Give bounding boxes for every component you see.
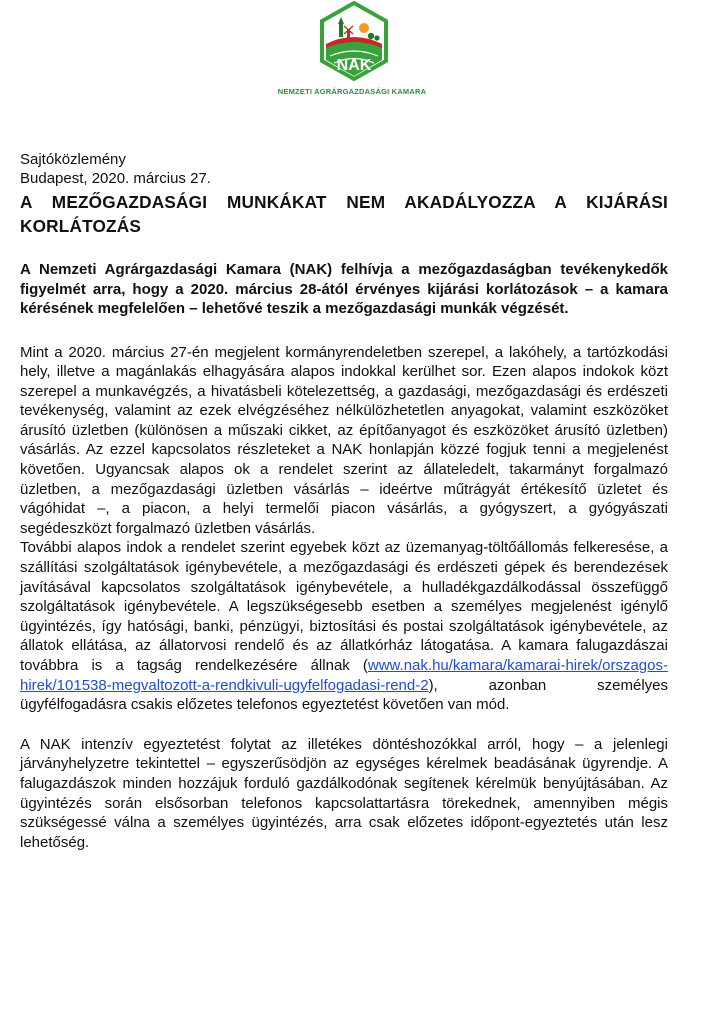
- document-type-label: Sajtóközlemény: [20, 151, 126, 168]
- press-release-body: [20, 150, 668, 852]
- organization-name: NEMZETI AGRÁRGAZDASÁGI KAMARA: [277, 87, 427, 96]
- lead-paragraph: A Nemzeti Agrárgazdasági Kamara (NAK) felhívja a mezőgazdaságban tevékenykedők figyelmét arra, hogy a 2020. március 28-ától érvényes kijárási korlátozások – a kamara kérésének megfelelően – lehetővé teszik a mezőgazdasági munkák végzését.: [20, 261, 668, 317]
- dateline: Budapest, 2020. március 27.: [20, 170, 211, 187]
- body-paragraph-1: Mint a 2020. március 27-én megjelent kormányrendeletben szerepel, a lakóhely, a tartózkodási hely, illetve a magánlakás elhagyására alapos indokkal kerülhet sor. Ezen alapos indokok közt szerepel a munkavégzés, a hivatásbeli kötelezettség, a gazdasági, mezőgazdasági és erdészeti tevékenység, valamint az ezek elvégzéséhez nélkülözhetetlen anyagokat, valamint eszközöket árusító üzletben (különösen a műszaki cikket, az építőanyagot és eszközöket árusító üzletben) vásárlás. Az ezzel kapcsolatos részleteket a NAK honlapján közzé fogjuk tenni a megjelenést követően. Ugyancsak alapos ok a rendelet szerint az állateledelt, takarmányt forgalmazó üzletben, a mezőgazdasági üzletben vásárlás – ideértve műtrágyát értékesítő üzletet és vágóhidat –, a piacon, a helyi termelői piacon vásárlás, a gyógyszert, a gyógyászati segédeszközt forgalmazó üzletben vásárlás.: [20, 343, 668, 537]
- body-paragraph-3: A NAK intenzív egyeztetést folytat az illetékes döntéshozókkal arról, hogy – a jelenlegi járványhelyzetre tekintettel – egyszerűsödjön az egységes kérelmek beadásának ügyrendje. A falugazdászok minden hozzájuk forduló gazdálkodónak segítenek kérelmük benyújtásában. Az ügyintézés során elsősorban telefonos kapcsolattartásra törekednek, amennyiben mégis szükségessé válna a személyes ügyintézés, arra csak előzetes időpont-egyeztetés után lesz lehetőség.: [20, 735, 668, 851]
- headline: A MEZŐGAZDASÁGI MUNKÁKAT NEM AKADÁLYOZZA A KIJÁRÁSI KORLÁTOZÁS: [20, 192, 668, 236]
- nak-logo-text: NAK: [336, 57, 372, 74]
- paragraph-2-text: További alapos indok a rendelet szerint egyebek közt az üzemanyag-töltőállomás felkeresése, a szállítási szolgáltatások igénybevétele, a mezőgazdasági és erdészeti gépek és berendezések javításával kapcsolatos szolgáltatások igénybevétele, a hulladékgazdálkodással összefüggő szolgáltatások igénybevétele. A legszükségesebb esetben a személyes megjelenést igénylő ügyintézés, így hatósági, banki, pénzügyi, biztosítási és postai szolgáltatások igénybevétele, az állatok ellátása, az állatorvosi rendelő és az állatkórház látogatása. A kamara falugazdászai továbbra is a tagság rendelkezésére állnak (: [20, 539, 668, 674]
- body-paragraph-2: [20, 538, 668, 714]
- nak-news-link[interactable]: www.nak.hu/kamara/kamarai-hirek/orszagos-hirek/101538-megvaltozott-a-rendkivuli-ugyfelfogadasi-rend-2: [20, 657, 668, 694]
- paragraph-2-text-end: ), azonban személyes ügyfélfogadásra csakis előzetes telefonos egyeztetést követően van mód.: [20, 676, 668, 714]
- nak-hexagon-emblem: [268, 0, 440, 90]
